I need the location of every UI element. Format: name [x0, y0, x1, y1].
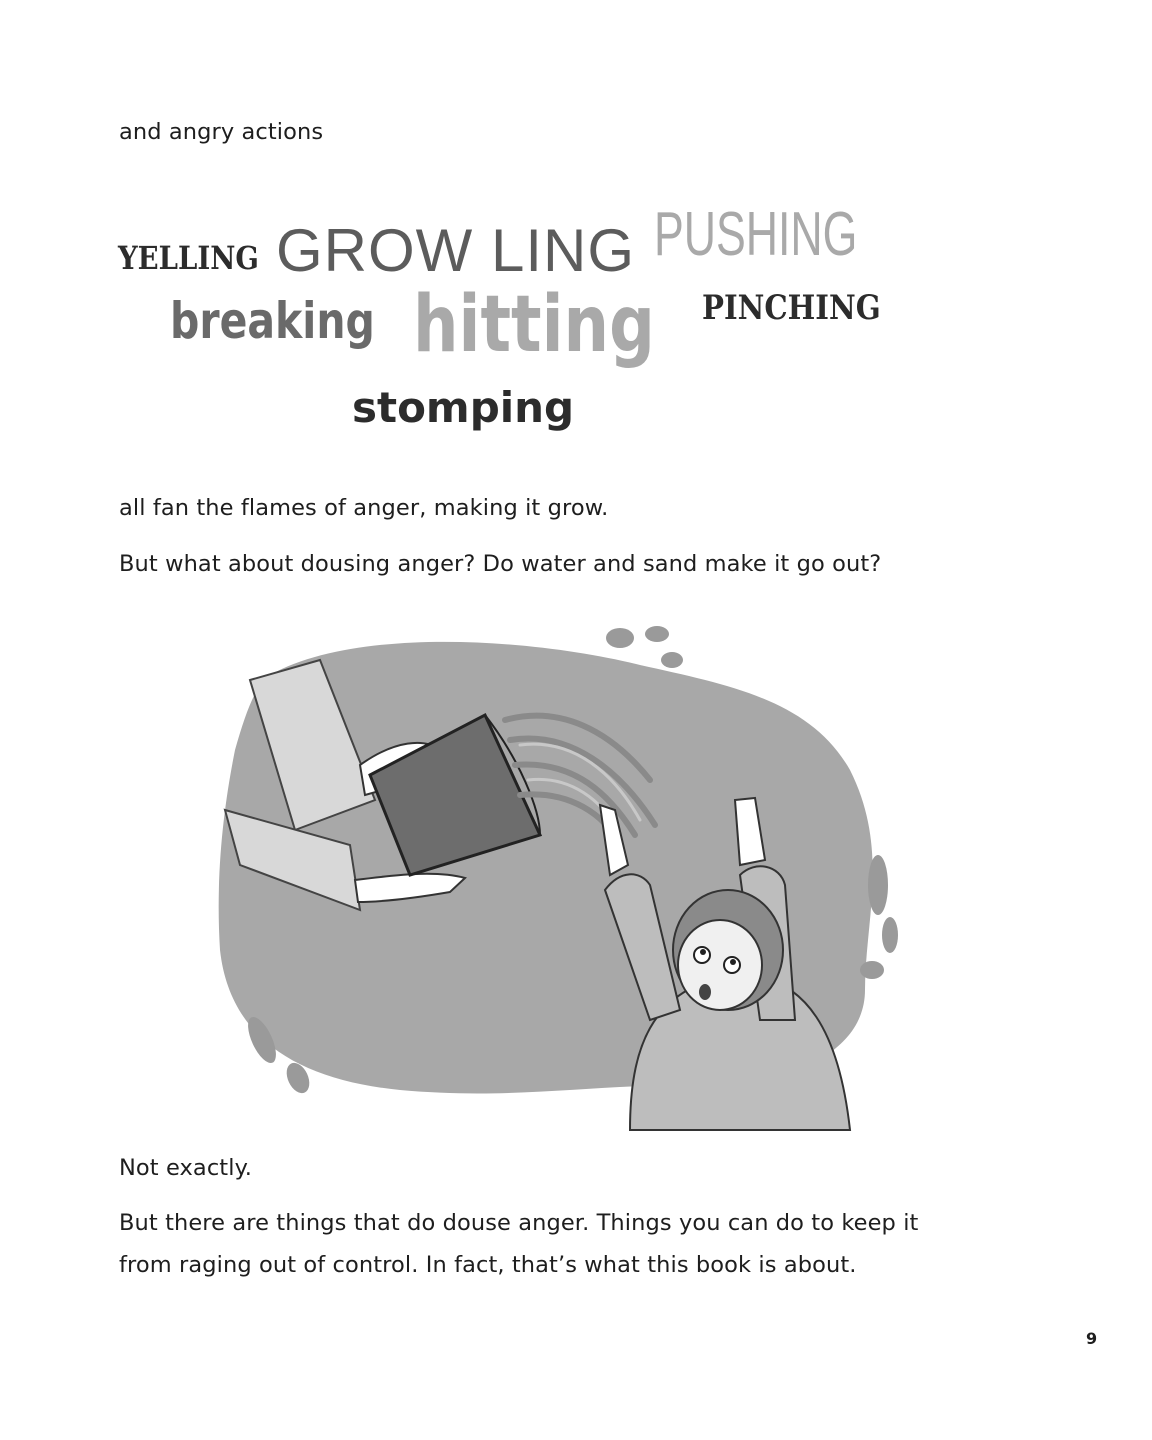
dousing-paragraph: But what about dousing anger? Do water and sand make it go out?	[119, 551, 882, 577]
intro-text: and angry actions	[119, 119, 324, 145]
word-pinching: PINCHING	[702, 288, 881, 328]
flames-paragraph: all fan the flames of anger, making it grow.	[119, 495, 609, 521]
not-exactly-paragraph: Not exactly.	[119, 1155, 253, 1181]
closing-paragraph-line-2: from raging out of control. In fact, that’s what this book is about.	[119, 1252, 857, 1278]
word-pushing: PUSHING	[654, 200, 858, 269]
bucket-of-water-illustration-icon	[210, 620, 920, 1150]
closing-paragraph-line-1: But there are things that do douse anger. Things you can do to keep it	[119, 1210, 919, 1236]
word-yelling: YELLING	[118, 239, 259, 277]
page-number: 9	[1086, 1329, 1098, 1348]
word-growling: GROW LING	[276, 217, 636, 284]
water-bucket-illustration	[210, 620, 920, 1150]
word-stomping: stomping	[352, 383, 575, 432]
word-breaking: breaking	[170, 292, 375, 350]
word-hitting: hitting	[413, 280, 655, 370]
